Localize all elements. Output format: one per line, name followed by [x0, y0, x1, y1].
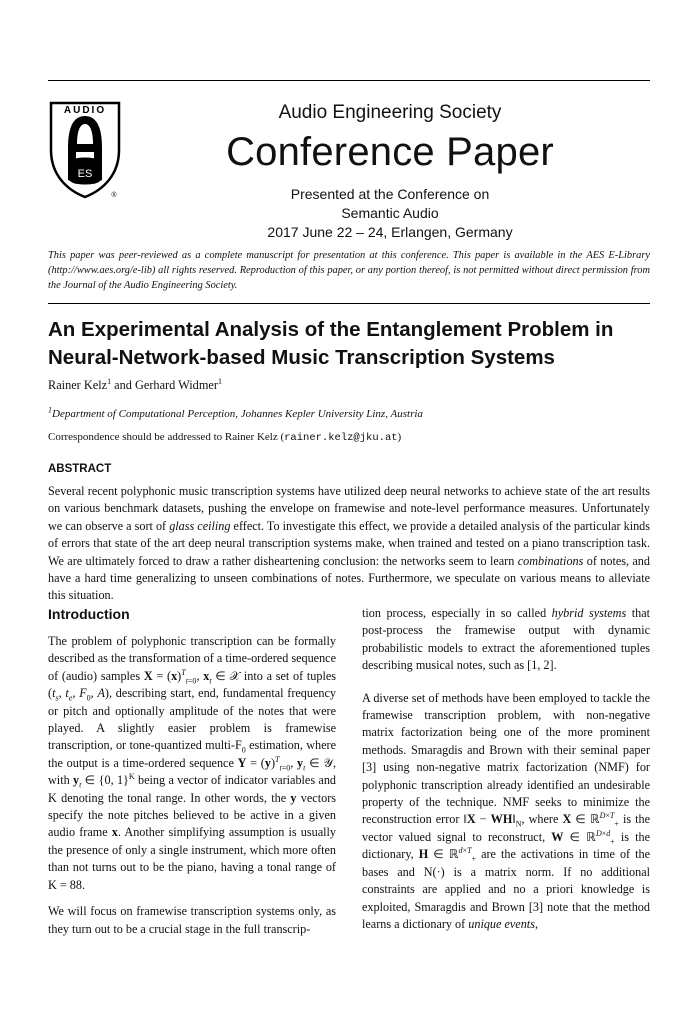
logo-bottom-text: ES	[77, 168, 93, 180]
venue-line-3: 2017 June 22 – 24, Erlangen, Germany	[267, 224, 513, 240]
math-h-dim: H ∈ ℝ$^{d\times T}_+$	[418, 846, 477, 864]
author-line	[48, 378, 222, 393]
math-x-dim: X ∈ ℝ$^{D\times T}_+$	[562, 811, 619, 829]
right-paragraph-2: A diverse set of methods have been employed to tackle the framewise transcription problem, with non-negative matrix factorization being one of the more prominent methods. Smaragdis and Brown with their seminal paper [3] using non-negative matrix factorization (NMF) for polyphonic transcription already identified an undesirable property of the technique. NMF seeks to minimize the reconstruction error ‖X − $WH‖_N$, where X ∈ ℝ$^{D\times T}_+$ is the vector valued signal to reconstruct, W ∈ ℝ$^{D\times d}_+$ is the dictionary, H ∈ ℝ$^{d\times T}_+$ are the activations in time of the bases and N(·) is a matrix norm. If no additional constraints are applied and no a priori knowledge is exploited, Smaragdis and Brown [3] note that the method learns a dictionary of unique events,	[362, 690, 651, 931]
math-y-binary: $y_t$ ∈ {0, 1}$^K$	[73, 772, 135, 790]
abstract-text-3: of notes, and have a hard time generalizing to unseen combinations of notes. Furthermore, we speculate on various means to alleviate this situation.	[48, 553, 650, 603]
aes-logo	[48, 100, 122, 200]
author-1-affil-mark: 1	[107, 376, 112, 386]
top-rule	[48, 80, 650, 81]
affiliation	[48, 405, 423, 420]
intro-paragraph-2: We will focus on framewise transcription systems only, as they turn out to be a crucial stage in the full transcrip-	[48, 904, 336, 936]
correspondence-prefix: Correspondence should be addressed to Rainer Kelz (	[48, 431, 285, 443]
venue-block	[130, 185, 650, 242]
abstract-em-2: combinations	[517, 553, 584, 568]
correspondence	[48, 431, 401, 444]
author-separator: and	[114, 378, 132, 392]
abstract-em-1: glass ceiling	[169, 518, 231, 533]
peer-review-notice: This paper was peer-reviewed as a complete manuscript for presentation at this conference. This paper is available in the AES E-Library (http://www.aes.org/e-lib) all rights reserved. Reproduction of this paper, or any portion thereof, is not permitted without direct permission from the Journal of the Audio Engineering Society.	[48, 250, 650, 291]
author-1: Rainer Kelz	[48, 378, 108, 392]
abstract-text-1: Several recent polyphonic music transcription systems have utilized deep neural networks to achieve state of the art results on various benchmark datasets, pushing the envelope on framewise and note-level performance measures. Unfortunately we can observe a sort of	[48, 484, 650, 533]
math-w-dim: W ∈ ℝ$^{D\times d}_+$	[551, 828, 615, 847]
intro-paragraph-1: The problem of polyphonic transcription can be formally described as the transformation of a time-ordered sequence of (audio) samples $X = (x)^T_{t=0}$, $x_t$ ∈ 𝒳 into a set of tuples ($t_s$, $t_e$, $F_0$, A), describing start, end, fundamental frequency or pitch and optionally amplitude of the notes that were played. A slightly easier problem is framewise transcription, or tone-quantized multi-$F_0$ estimation, where the output is a time-ordered sequence $Y = (y)^T_{t=0}$, $y_t$ ∈ 𝒴, with $y_t$ ∈ {0, 1}$^K$ being a vector of indicator variables and K denoting the tonal range. In other words, the y vectors specify the note pitches believed to be active in a given audio frame x. Another simplifying assumption is usually the presence of only a single instrument, which more often than not turns out to be the piano, having a tonal range of K = 88.	[48, 634, 337, 892]
affiliation-mark: 1	[48, 405, 52, 415]
logo-registered-mark: ®	[111, 192, 117, 199]
right-column	[362, 605, 650, 942]
paper-title: An Experimental Analysis of the Entanglement Problem in Neural-Network-based Music Transcription Systems	[48, 318, 614, 369]
math-tuple: ($t_s$, $t_e$, $F_0$, A)	[48, 686, 109, 703]
abstract-heading: ABSTRACT	[48, 463, 112, 475]
abstract-body	[48, 483, 650, 605]
correspondence-suffix: )	[397, 431, 402, 443]
affiliation-text: Department of Computational Perception, Johannes Kepler University Linz, Austria	[52, 408, 423, 420]
venue-line-2: Semantic Audio	[341, 205, 439, 221]
logo-top-text: AUDIO	[63, 105, 107, 116]
correspondence-email[interactable]: rainer.kelz@jku.at	[284, 432, 398, 444]
math-y-sequence: $Y = (y)^T_{t=0}$, $y_t$ ∈ 𝒴	[237, 754, 333, 773]
math-norm: ‖X − $WH‖_N$	[463, 812, 522, 829]
right-paragraph-1: tion process, especially in so called hybrid systems that post-process the framewise output with dynamic probabilistic models to extract the aforementioned tuples describing musical notes, such as [1, 2].	[362, 606, 651, 673]
author-2-affil-mark: 1	[217, 376, 222, 386]
author-2: Gerhard Widmer	[135, 378, 218, 392]
middle-rule	[48, 303, 650, 304]
org-name: Audio Engineering Society	[278, 102, 502, 123]
intro-heading: Introduction	[48, 606, 130, 622]
left-column	[48, 605, 336, 947]
abstract-text-2: effect. To investigate this effect, we provide a detailed analysis of the particular kinds of errors that state of the art deep neural transcription systems make, when trained and tested on a piano transcription task. We are ultimately forced to draw a rather disheartening conclusion: the networks seem to learn	[48, 518, 651, 568]
math-x-sequence: $X = (x)^T_{t=0}$, $x_t$ ∈ 𝒳	[143, 667, 241, 686]
doc-type: Conference Paper	[226, 130, 554, 174]
venue-line-1: Presented at the Conference on	[290, 186, 490, 202]
